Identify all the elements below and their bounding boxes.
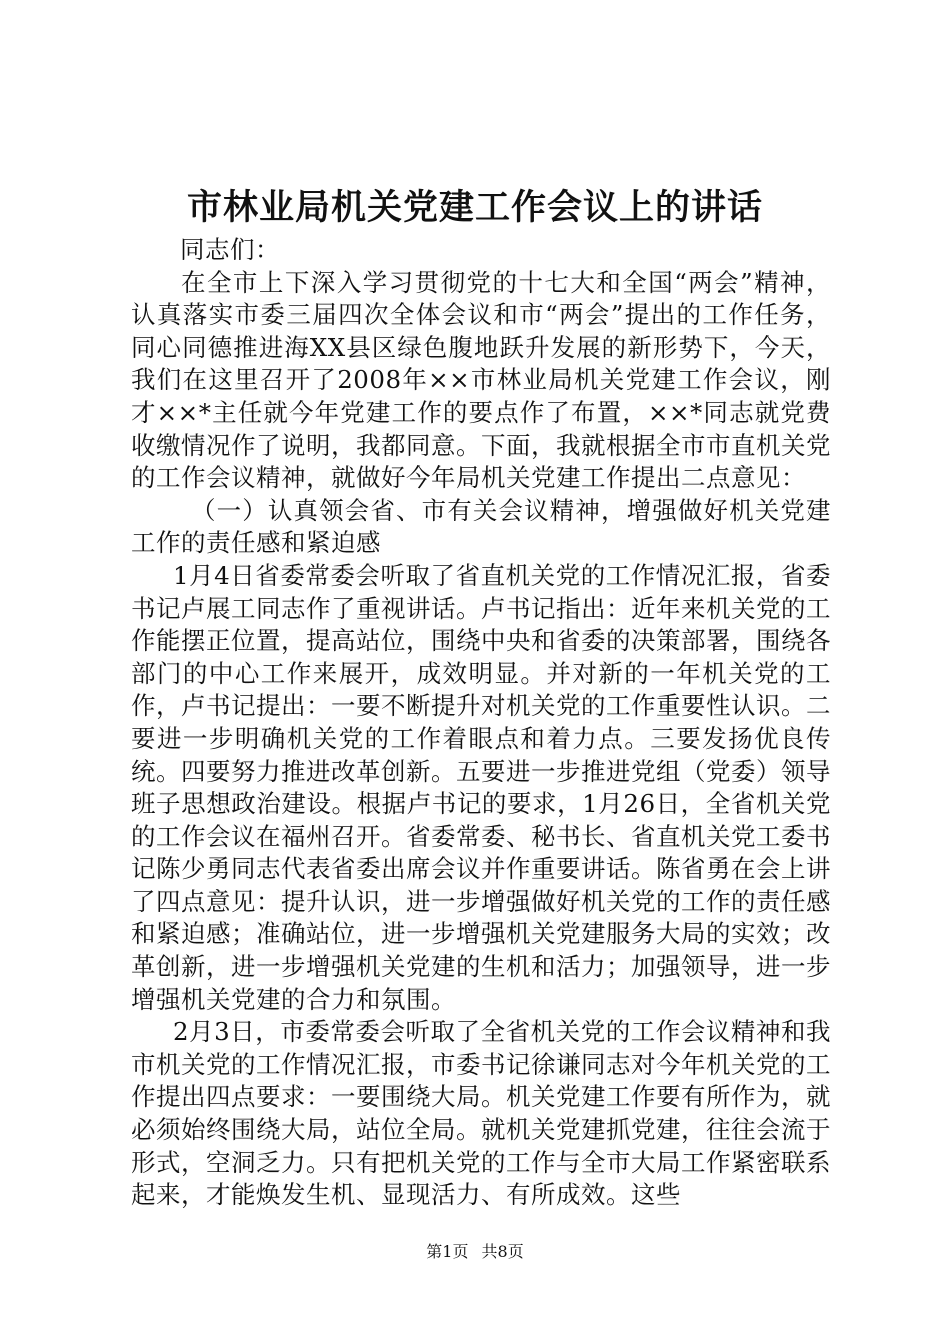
page-number-current: 第1页 (426, 1242, 469, 1261)
page-footer (0, 1240, 950, 1264)
paragraph-provincial-meeting: 1月4日省委常委会听取了省直机关党的工作情况汇报，省委书记卢展工同志作了重视讲话。卢书记指出：近年来机关党的工作能摆正位置，提高站位，围绕中央和省委的决策部署，围绕各部门的中心工作来展开，成效明显。并对新的一年机关党的工作，卢书记提出：一要不断提升对机关党的工作重要性认识。二要进一步明确机关党的工作着眼点和着力点。三要发扬优良传统。四要努力推进改革创新。五要进一步推进党组（党委）领导班子思想政治建设。根据卢书记的要求，1月26日，全省机关党的工作会议在福州召开。省委常委、秘书长、省直机关党工委书记陈少勇同志代表省委出席会议并作重要讲话。陈省勇在会上讲了四点意见：提升认识，进一步增强做好机关党的工作的责任感和紧迫感；准确站位，进一步增强机关党建服务大局的实效；改革创新，进一步增强机关党建的生机和活力；加强领导，进一步增强机关党建的合力和氛围。 (131, 560, 831, 1014)
section-heading-1: （一）认真领会省、市有关会议精神，增强做好机关党建工作的责任感和紧迫感 (131, 495, 831, 558)
document-title: 市林业局机关党建工作会议上的讲话 (186, 187, 763, 228)
page-number-total: 共8页 (481, 1242, 524, 1261)
paragraph-intro: 在全市上下深入学习贯彻党的十七大和全国“两会”精神，认真落实市委三届四次全体会议和市“两会”提出的工作任务，同心同德推进海XX县区绿色腹地跃升发展的新形势下，今天，我们在这里召开了2008年××市林业局机关党建工作会议，刚才××*主任就今年党建工作的要点作了布置，××*同志就党费收缴情况作了说明，我都同意。下面，我就根据全市市直机关党的工作会议精神，就做好今年局机关党建工作提出二点意见： (131, 267, 831, 493)
paragraph-city-meeting: 2月3日，市委常委会听取了全省机关党的工作会议精神和我市机关党的工作情况汇报，市委书记徐谦同志对今年机关党的工作提出四点要求：一要围绕大局。机关党建工作要有所作为，就必须始终围绕大局，站位全局。就机关党建抓党建，往往会流于形式，空洞乏力。只有把机关党的工作与全市大局工作紧密联系起来，才能焕发生机、显现活力、有所成效。这些 (131, 1017, 831, 1210)
salutation: 同志们： (180, 235, 280, 264)
document-body (131, 234, 831, 1212)
